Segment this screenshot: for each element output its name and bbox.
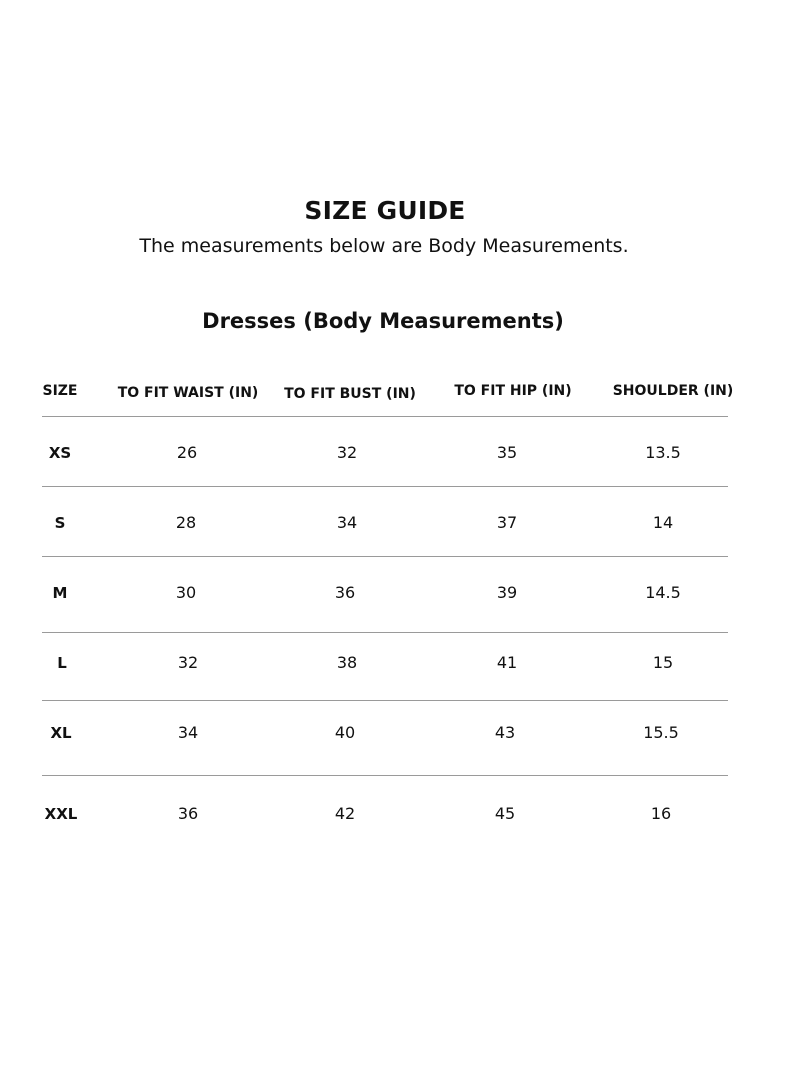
waist-cell: 36: [177, 804, 199, 823]
row-divider: [42, 556, 728, 557]
waist-cell: 34: [177, 723, 199, 742]
waist-cell: 26: [176, 443, 198, 462]
row-divider: [42, 700, 728, 701]
size-cell: XXL: [44, 805, 78, 823]
table-row: [0, 583, 800, 613]
hip-cell: 37: [496, 513, 518, 532]
waist-cell: 32: [177, 653, 199, 672]
size-cell: M: [52, 584, 68, 602]
table-row: [0, 804, 800, 834]
bust-cell: 32: [336, 443, 358, 462]
bust-cell: 34: [336, 513, 358, 532]
size-cell: XL: [50, 724, 72, 742]
row-divider: [42, 775, 728, 776]
table-row: [0, 513, 800, 543]
table-row: [0, 443, 800, 473]
column-header-shoulder: SHOULDER (IN): [612, 383, 734, 399]
hip-cell: 35: [496, 443, 518, 462]
hip-cell: 39: [496, 583, 518, 602]
bust-cell: 38: [336, 653, 358, 672]
row-divider: [42, 486, 728, 487]
bust-cell: 42: [334, 804, 356, 823]
size-cell: S: [54, 514, 66, 532]
hip-cell: 45: [494, 804, 516, 823]
size-guide-subtitle: The measurements below are Body Measurements.: [139, 235, 629, 257]
shoulder-cell: 16: [650, 804, 672, 823]
table-row: [0, 653, 800, 683]
waist-cell: 28: [175, 513, 197, 532]
hip-cell: 41: [496, 653, 518, 672]
row-divider: [42, 416, 728, 417]
bust-cell: 36: [334, 583, 356, 602]
shoulder-cell: 14.5: [645, 583, 681, 602]
size-cell: L: [57, 654, 67, 672]
table-row: [0, 723, 800, 753]
column-header-hip: TO FIT HIP (IN): [454, 383, 572, 399]
column-header-waist: TO FIT WAIST (IN): [117, 385, 259, 401]
column-header-bust: TO FIT BUST (IN): [284, 386, 416, 402]
shoulder-cell: 15.5: [643, 723, 679, 742]
bust-cell: 40: [334, 723, 356, 742]
table-title: Dresses (Body Measurements): [202, 309, 564, 333]
hip-cell: 43: [494, 723, 516, 742]
size-cell: XS: [48, 444, 72, 462]
shoulder-cell: 14: [652, 513, 674, 532]
shoulder-cell: 15: [652, 653, 674, 672]
size-guide-title: SIZE GUIDE: [304, 196, 466, 225]
shoulder-cell: 13.5: [645, 443, 681, 462]
waist-cell: 30: [175, 583, 197, 602]
row-divider: [42, 632, 728, 633]
column-header-size: SIZE: [42, 383, 78, 399]
